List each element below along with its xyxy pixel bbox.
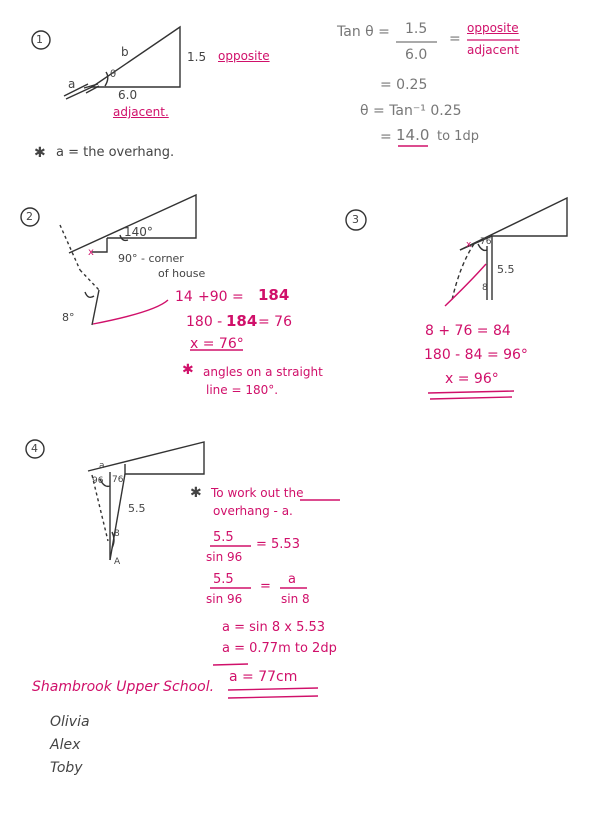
problem-4-frac2-num: 5.5 [213, 572, 234, 587]
problem-1-frac-num: 1.5 [405, 21, 428, 37]
problem-4-number: 4 [31, 442, 38, 455]
problem-1-note-star: ✱ [34, 145, 46, 161]
problem-1-note: a = the overhang. [56, 145, 175, 160]
problem-2-line1-a: 14 [175, 289, 193, 305]
problem-2-angle-top: 140° [124, 225, 153, 239]
problem-3-angle-76: 76 [480, 237, 492, 247]
problem-4-frac1-result: = 5.53 [256, 537, 300, 552]
problem-1-equals: = [449, 31, 461, 47]
student-name-2: Alex [50, 737, 81, 753]
problem-4-label-a: a [99, 461, 105, 471]
problem-1-step-value: = 0.25 [380, 77, 428, 93]
problem-2-corner-note-2: of house [158, 267, 206, 280]
problem-3-line1: 8 + 76 = 84 [425, 323, 511, 339]
problem-1-triangle [92, 27, 180, 87]
problem-3-answer: x = 96° [445, 371, 499, 387]
problem-3-angle-x: x [466, 240, 472, 250]
problem-1-label-b: b [121, 45, 129, 59]
problem-3-angle-8: 8 [482, 283, 488, 293]
problem-4-answer-underline-1 [228, 688, 318, 690]
problem-4-side: 5.5 [128, 502, 146, 515]
problem-3-number: 3 [352, 213, 359, 226]
problem-1-step-inverse: θ = Tan⁻¹ 0.25 [360, 103, 462, 119]
problem-2-line2-b: 184 [226, 312, 258, 330]
problem-1-frac2-den: adjacent [467, 43, 519, 57]
problem-1-tan-lhs: Tan θ = [337, 24, 390, 40]
problem-1-answer-value: 14.0 [396, 126, 430, 144]
problem-2-line1-c: 184 [258, 286, 290, 304]
problem-2-line1-b: +90 = [198, 289, 244, 305]
problem-2-note-1: angles on a straight [203, 365, 323, 379]
problem-2-answer: x = 76° [190, 336, 244, 352]
problem-4-point-a: A [114, 557, 121, 567]
problem-1-number: 1 [36, 33, 43, 46]
problem-2-line2-c: = 76 [258, 314, 292, 330]
problem-4-frac2-den: sin 96 [206, 592, 243, 606]
problem-1-label-adjacent: adjacent. [113, 105, 169, 119]
problem-4-roof [88, 442, 204, 474]
problem-2-note-star: ✱ [182, 362, 194, 378]
problem-4-angle-96: 96 [92, 476, 104, 486]
problem-3-answer-underline-1 [428, 391, 514, 393]
problem-2-number: 2 [26, 210, 33, 223]
problem-2-note-2: line = 180°. [206, 383, 279, 397]
problem-1-side-base: 6.0 [118, 88, 138, 102]
problem-4-frac-equals: = [260, 579, 271, 594]
problem-3-answer-underline-2 [430, 397, 512, 399]
problem-4-note-2: overhang - a. [213, 504, 293, 518]
student-name-1: Olivia [50, 714, 90, 730]
problem-2-angle-x: x [88, 247, 94, 258]
problem-1-frac-den: 6.0 [405, 47, 428, 63]
problem-3-side: 5.5 [497, 263, 515, 276]
problem-4-frac3-num: a [288, 572, 296, 587]
problem-1-answer-suffix: to 1dp [437, 129, 479, 144]
problem-4-angle-76: 76 [112, 475, 124, 485]
problem-4-answer: a = 77cm [229, 669, 298, 685]
school-name: Shambrook Upper School. [32, 679, 215, 695]
problem-3-roof [460, 198, 567, 300]
problem-1-frac2-num: opposite [467, 21, 519, 35]
student-name-3: Toby [50, 760, 83, 776]
problem-4-frac1-num: 5.5 [213, 530, 234, 545]
problem-4-frac1-den: sin 96 [206, 550, 243, 564]
problem-1-label-a: a [68, 77, 76, 91]
problem-4-answer-underline-2 [228, 696, 318, 698]
problem-1-label-theta: θ [110, 69, 117, 80]
problem-3-line2: 180 - 84 = 96° [424, 347, 528, 363]
problem-2-roof [69, 195, 196, 253]
problem-2-line2-a: 180 - [186, 314, 223, 330]
problem-4-eq1: a = sin 8 x 5.53 [222, 620, 326, 635]
problem-1-label-opposite: opposite [218, 49, 270, 63]
problem-2-angle-8: 8° [62, 311, 75, 324]
problem-4-note-1: To work out the [211, 486, 304, 500]
problem-4-frac3-den: sin 8 [281, 592, 310, 606]
problem-1-side-vertical: 1.5 [187, 50, 207, 64]
problem-1-answer-eq: = [380, 129, 392, 145]
problem-4-eq2: a = 0.77m to 2dp [222, 641, 337, 656]
problem-4-note-star: ✱ [190, 485, 202, 501]
problem-4-angle-8: 8 [114, 529, 120, 539]
problem-2-corner-note-1: 90° - corner [118, 252, 184, 265]
